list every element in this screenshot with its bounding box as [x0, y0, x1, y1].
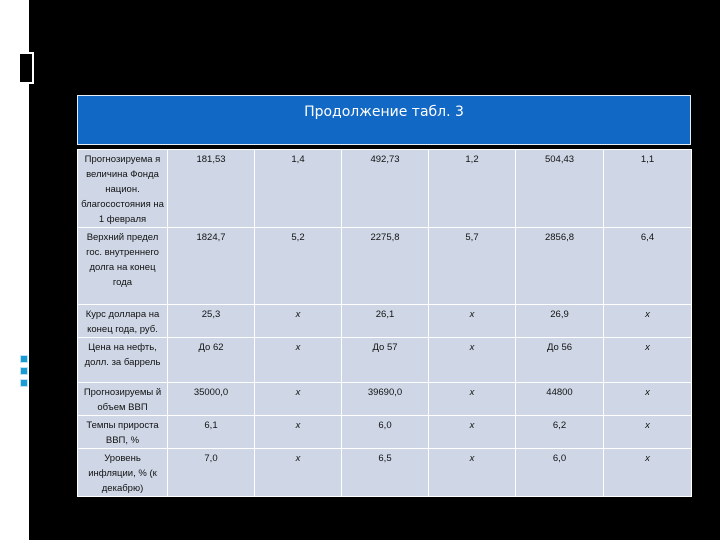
table-cell: До 62 [168, 338, 255, 383]
row-label: Темпы прироста ВВП, % [78, 416, 168, 449]
row-label: Прогнозируемы й объем ВВП [78, 383, 168, 416]
table-cell: x [429, 338, 516, 383]
table-cell: 2856,8 [516, 228, 604, 305]
table-cell: x [255, 305, 342, 338]
table-cell: 181,53 [168, 150, 255, 228]
table-cell: x [604, 338, 692, 383]
side-markers [20, 355, 28, 391]
table-row [78, 338, 692, 383]
table-cell: 39690,0 [342, 383, 429, 416]
table-cell: 6,0 [342, 416, 429, 449]
table-cell: 6,4 [604, 228, 692, 305]
table-cell: x [429, 383, 516, 416]
row-label: Прогнозируема я величина Фонда национ. благосостояния на 1 февраля [78, 150, 168, 228]
table-cell: x [429, 416, 516, 449]
table-cell: 44800 [516, 383, 604, 416]
table-cell: До 56 [516, 338, 604, 383]
table-header-bar [77, 95, 691, 145]
table-cell: 6,5 [342, 449, 429, 497]
side-marker [20, 355, 28, 363]
side-marker [20, 379, 28, 387]
table-cell: 35000,0 [168, 383, 255, 416]
table-row [78, 449, 692, 497]
table-cell: x [604, 416, 692, 449]
table-cell: x [604, 383, 692, 416]
table-cell: x [255, 449, 342, 497]
table-cell: 1,4 [255, 150, 342, 228]
table-cell: x [429, 449, 516, 497]
table-cell: x [429, 305, 516, 338]
table-title: Продолжение табл. 3 [304, 104, 464, 120]
row-label: Курс доллара на конец года, руб. [78, 305, 168, 338]
table-cell: 26,1 [342, 305, 429, 338]
row-label: Уровень инфляции, % (к декабрю) [78, 449, 168, 497]
table-row [78, 150, 692, 228]
table-cell: 5,7 [429, 228, 516, 305]
table-cell: x [255, 383, 342, 416]
table-row [78, 228, 692, 305]
table-cell: 25,3 [168, 305, 255, 338]
table-cell: 6,1 [168, 416, 255, 449]
table-cell: 492,73 [342, 150, 429, 228]
table-cell: 5,2 [255, 228, 342, 305]
table-cell: x [255, 416, 342, 449]
forecast-table [77, 149, 692, 497]
corner-decoration [18, 52, 34, 84]
table-cell: 2275,8 [342, 228, 429, 305]
table-cell: x [604, 449, 692, 497]
table-cell: До 57 [342, 338, 429, 383]
table-cell: x [604, 305, 692, 338]
row-label: Верхний предел гос. внутреннего долга на конец года [78, 228, 168, 305]
table-cell: 6,2 [516, 416, 604, 449]
table-row [78, 416, 692, 449]
table-cell: 6,0 [516, 449, 604, 497]
table-cell: 26,9 [516, 305, 604, 338]
table-cell: 7,0 [168, 449, 255, 497]
table-cell: 1,1 [604, 150, 692, 228]
table-row [78, 383, 692, 416]
row-label: Цена на нефть, долл. за баррель [78, 338, 168, 383]
table-row [78, 305, 692, 338]
side-marker [20, 367, 28, 375]
table-cell: 504,43 [516, 150, 604, 228]
slide [77, 95, 691, 494]
table-cell: 1824,7 [168, 228, 255, 305]
table-cell: 1,2 [429, 150, 516, 228]
table-cell: x [255, 338, 342, 383]
